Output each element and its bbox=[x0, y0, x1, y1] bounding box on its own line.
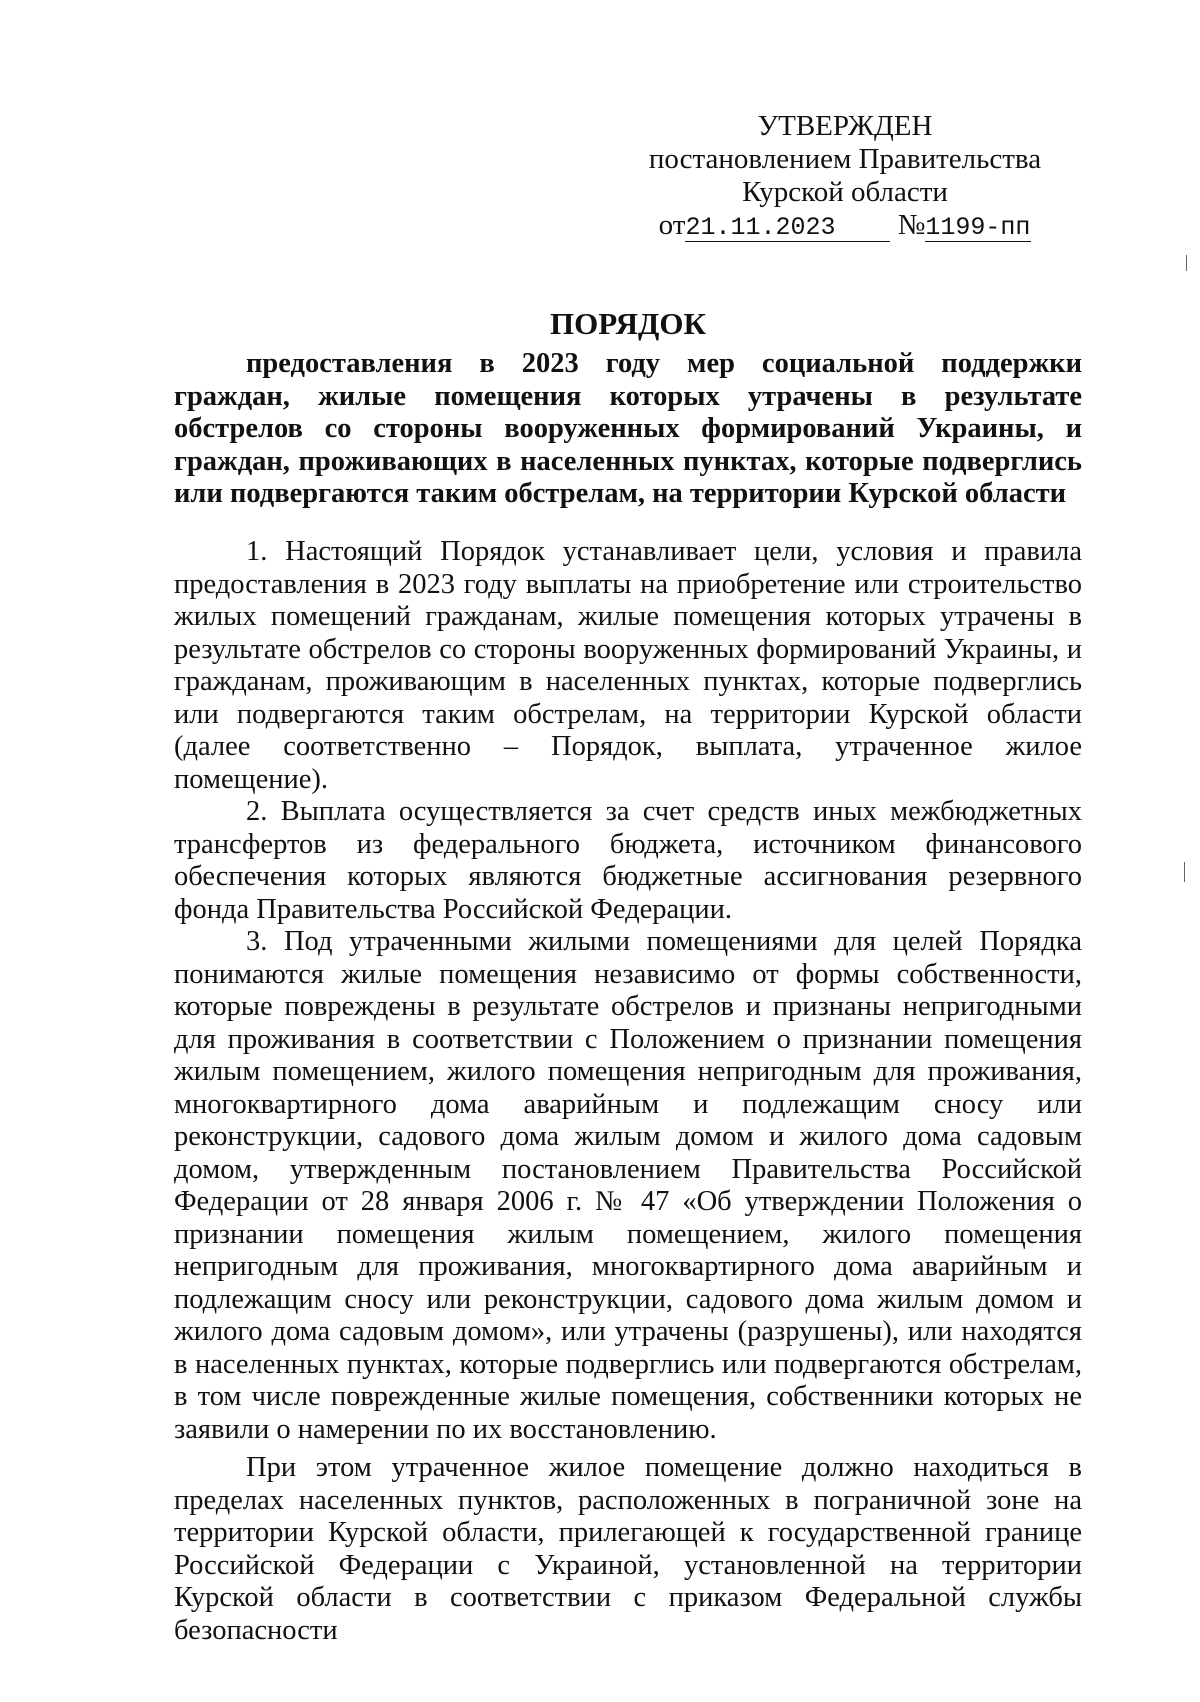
date-prefix: от bbox=[658, 209, 686, 241]
approval-number-value: 1199-пп bbox=[925, 213, 1031, 242]
paragraph-4: При этом утраченное жилое помещение должно находиться в пределах населенных пунктов, расположенных в пограничной зоне на территории Курской области, прилегающей к государственной границе Российской Федерации с Украиной, установленной на территории Курской области в соответствии с приказом Федеральной службы безопасности bbox=[174, 1452, 1082, 1646]
approval-line-resolution: постановлением Правительства bbox=[648, 143, 1042, 175]
document-body bbox=[174, 536, 1082, 1647]
approval-number bbox=[925, 215, 1031, 242]
document-title: ПОРЯДОК bbox=[550, 306, 706, 341]
approval-line-region: Курской области bbox=[742, 176, 948, 208]
number-prefix: № bbox=[897, 209, 926, 241]
document-subtitle: предоставления в 2023 году мер социальной поддержки граждан, жилые помещения которых утрачены в результате обстрелов со стороны вооруженных формирований Украины, и граждан, проживающих в населенных пунктах, которые подверглись или подвергаются таким обстрелам, на территории Курской области bbox=[174, 348, 1082, 509]
paragraph-2: 2. Выплата осуществляется за счет средств иных межбюджетных трансфертов из федерального бюджета, источником финансового обеспечения которых являются бюджетные ассигнования резервного фонда Правительства Российской Федерации. bbox=[174, 796, 1082, 925]
approval-line-approved: УТВЕРЖДЕН bbox=[757, 110, 933, 142]
approval-stamp bbox=[610, 110, 1080, 242]
scan-mark-right-lower bbox=[1184, 862, 1185, 882]
approval-date-value: 21.11.2023 bbox=[685, 213, 836, 242]
paragraph-3: 3. Под утраченными жилыми помещениями для целей Порядка понимаются жилые помещения независимо от формы собственности, которые повреждены в результате обстрелов и признаны непригодными для проживания в соответствии с Положением о признании помещения жилым помещением, жилого помещения непригодным для проживания, многоквартирного дома аварийным и подлежащим сносу или реконструкции, садового дома жилым домом и жилого дома садовым домом, утвержденным постановлением Правительства Российской Федерации от 28 января 2006 г. № 47 «Об утверждении Положения о признании помещения жилым помещением, жилого помещения непригодным для проживания, многоквартирного дома аварийным и подлежащим сносу или реконструкции, садового дома жилым домом и жилого дома садовым домом», или утрачены (разрушены), или находятся в населенных пунктах, которые подверглись или подвергаются обстрелам, в том числе поврежденные жилые помещения, собственники которых не заявили о намерении по их восстановлению. bbox=[174, 926, 1082, 1445]
approval-date bbox=[685, 215, 890, 242]
scan-mark-right bbox=[1186, 255, 1187, 271]
approval-date-line bbox=[610, 209, 1080, 242]
paragraph-1: 1. Настоящий Порядок устанавливает цели, условия и правила предоставления в 2023 году выплаты на приобретение или строительство жилых помещений гражданам, жилые помещения которых утрачены в результате обстрелов со стороны вооруженных формирований Украины, и гражданам, проживающим в населенных пунктах, которые подверглись или подвергаются таким обстрелам, на территории Курской области (далее соответственно – Порядок, выплата, утраченное жилое помещение). bbox=[174, 536, 1082, 795]
